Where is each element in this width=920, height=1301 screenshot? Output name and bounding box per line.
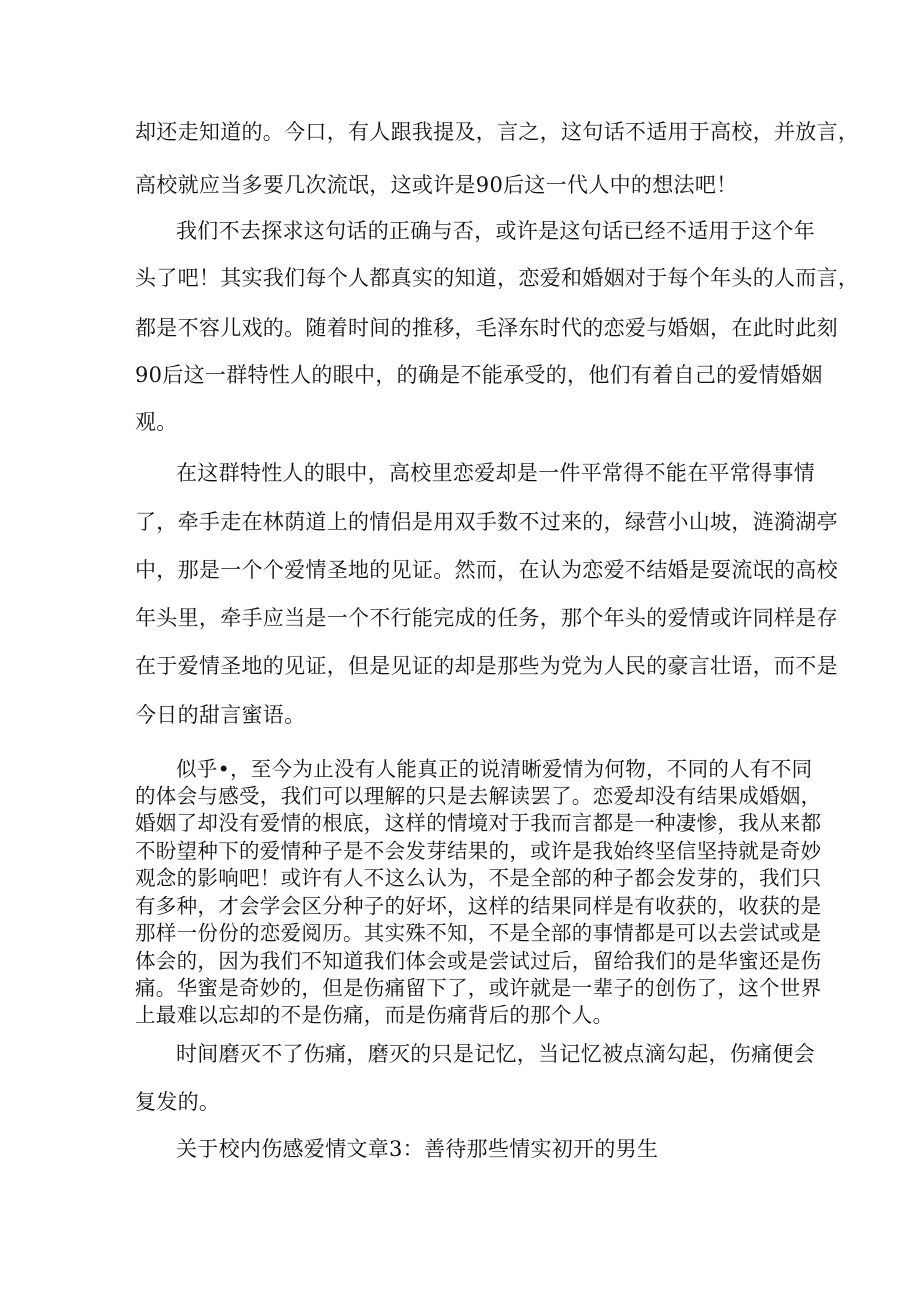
text-line: 了，牵手走在林荫道上的情侣是用双手数不过来的，绿营小山坡，涟漪湖亭: [135, 510, 838, 534]
text-line: 复发的。: [135, 1090, 221, 1114]
text-line: 头了吧！其实我们每个人都真实的知道，恋爱和婚姻对于每个年头的人而言，: [135, 266, 860, 290]
text-line: 似乎•，至今为止没有人能真正的说清晰爱情为何物，不同的人有不同: [176, 757, 813, 781]
text-line: 体会的，因为我们不知道我们体会或是尝试过后，留给我们的是华蜜还是伤: [135, 949, 822, 973]
text-line: 有多种，才会学会区分种子的好坏，这样的结果同样是有收获的，收获的是: [135, 894, 822, 918]
text-line: 那样一份份的恋爱阅历。其实殊不知，不是全部的事情都是可以去尝试或是: [135, 921, 822, 945]
text-line: 高校就应当多要几次流氓，这或许是90后这一代人中的想法吧！: [135, 173, 738, 197]
text-line: 的体会与感受，我们可以理解的只是去解读罢了。恋爱却没有结果成婚姻，: [135, 784, 822, 808]
text-line: 今日的甜言蜜语。: [135, 703, 306, 727]
text-line: 婚姻了却没有爱情的根底，这样的情境对于我而言都是一种凄惨，我从来都: [135, 811, 822, 835]
text-line: 观。: [135, 410, 178, 434]
heading-text: 关于校内伤感爱情文章3：善待那些情实初开的男生: [176, 1137, 659, 1161]
text-line: 上最难以忘却的不是伤痛，而是伤痛背后的那个人。: [135, 1003, 614, 1027]
text-line: 年头里，牵手应当是一个不行能完成的任务，那个年头的爱情或许同样是存: [135, 606, 838, 630]
text-line: 我们不去探求这句话的正确与否，或许是这句话已经不适用于这个年: [176, 219, 815, 243]
text-line: 观念的影响吧！或许有人不这么认为，不是全部的种子都会发芽的，我们只: [135, 866, 822, 890]
text-line: 在于爱情圣地的见证，但是见证的却是那些为党为人民的豪言壮语，而不是: [135, 654, 838, 678]
text-line: 中，那是一个个爱情圣地的见证。然而，在认为恋爱不结婚是耍流氓的高校: [135, 558, 838, 582]
text-line: 时间磨灭不了伤痛，磨灭的只是记忆，当记忆被点滴勾起，伤痛便会: [176, 1042, 815, 1066]
text-line: 在这群特性人的眼中，高校里恋爱却是一件平常得不能在平常得事情: [176, 461, 815, 485]
text-line: 都是不容儿戏的。随着时间的推移，毛泽东时代的恋爱与婚姻，在此时此刻: [135, 316, 838, 340]
text-line: 90后这一群特性人的眼中，的确是不能承受的，他们有着自己的爱情婚姻: [135, 363, 823, 387]
text-line: 痛。华蜜是奇妙的，但是伤痛留下了，或许就是一辈子的创伤了，这个世界: [135, 976, 822, 1000]
text-line: 却还走知道的。今口，有人跟我提及，言之，这句话不适用于高校，并放言，: [135, 120, 860, 144]
text-line: 不盼望种下的爱情种子是不会发芽结果的，或许是我始终坚信坚持就是奇妙: [135, 839, 822, 863]
